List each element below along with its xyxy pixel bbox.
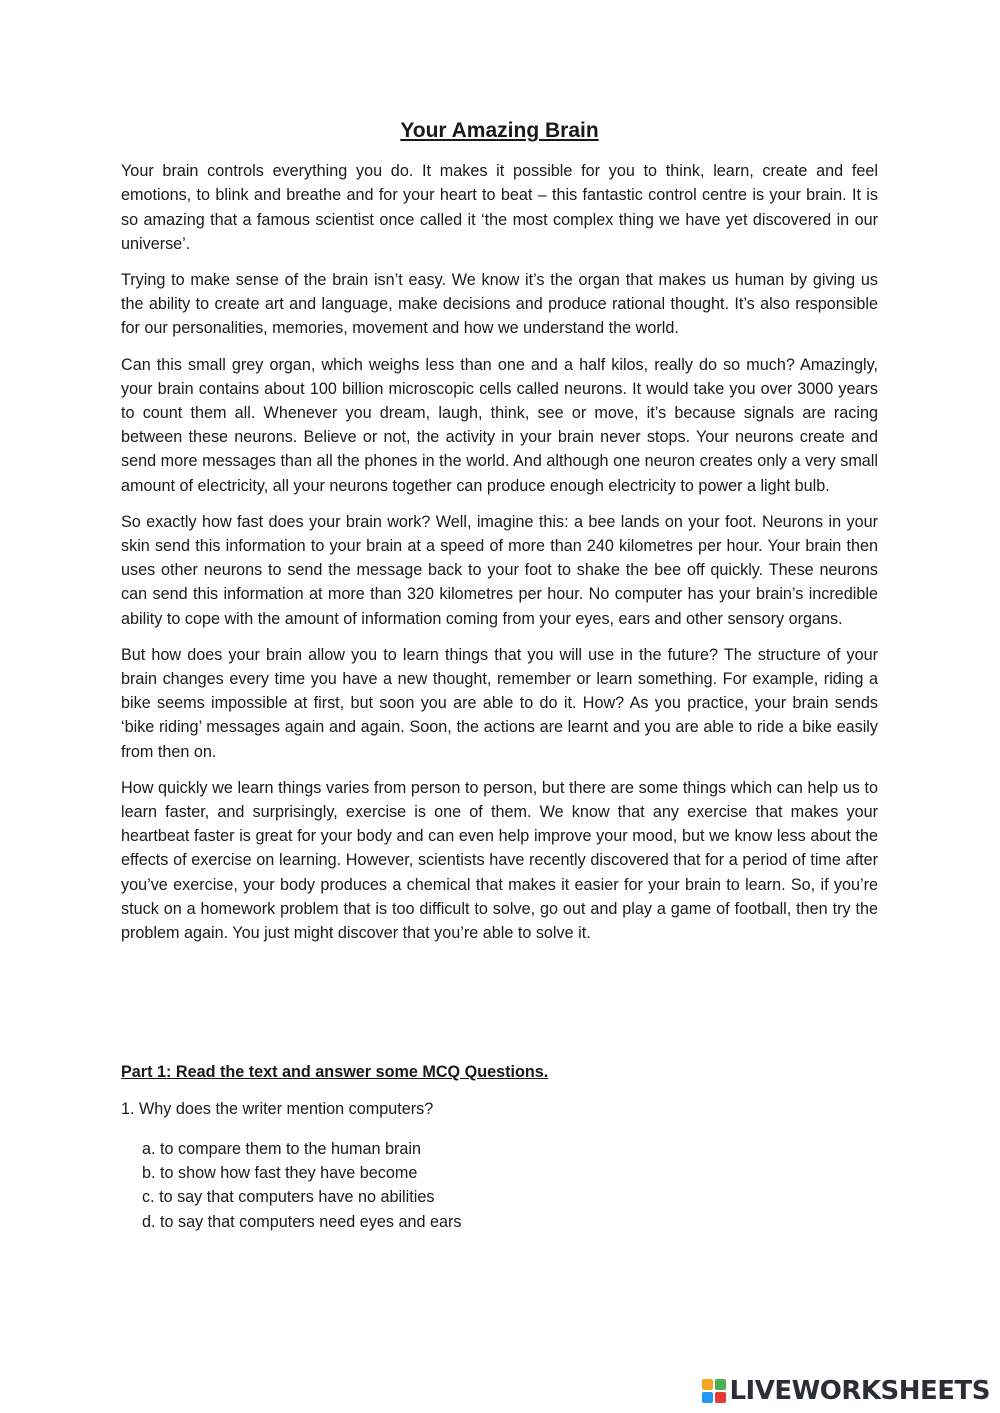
liveworksheets-watermark xyxy=(702,1376,990,1406)
option-b[interactable]: b. to show how fast they have become xyxy=(142,1164,418,1183)
page-title: Your Amazing Brain xyxy=(400,119,599,142)
paragraph-5: But how does your brain allow you to learn things that you will use in the future? The structure of your brain changes every time you have a new thought, remember or learn something. For example, riding a bike seems impossible at first, but soon you are able to do it. How? As you practice, your brain sends ‘bike riding’ messages again and again. Soon, the actions are learnt and you are able to ride a bike easily from then on. xyxy=(121,645,878,761)
option-d[interactable]: d. to say that computers need eyes and ears xyxy=(142,1212,462,1231)
brand-name: LIVEWORKSHEETS xyxy=(729,1376,990,1406)
option-c[interactable]: c. to say that computers have no abilities xyxy=(142,1188,435,1207)
paragraph-4: So exactly how fast does your brain work? Well, imagine this: a bee lands on your foot. Neurons in your skin send this information to your brain at a speed of more than 240 kilometres per hour. Your brain then uses other neurons to send the message back to your foot to shake the bee off quickly. These neurons can send this information at more than 320 kilometres per hour. No computer has your brain’s incredible ability to cope with the amount of information coming from your eyes, ears and other sensory organs. xyxy=(121,512,878,628)
paragraph-3: Can this small grey organ, which weighs less than one and a half kilos, really do so much? Amazingly, your brain contains about 100 billion microscopic cells called neurons. It would take you over 3000 years to count them all. Whenever you dream, laugh, think, see or move, it’s because signals are racing between these neurons. Believe or not, the activity in your brain never stops. Your neurons create and send more messages than all the phones in the world. And although one neuron creates only a very small amount of electricity, all your neurons together can produce enough electricity to power a light bulb. xyxy=(121,355,878,495)
option-a[interactable]: a. to compare them to the human brain xyxy=(142,1140,421,1158)
paragraph-1: Your brain controls everything you do. It makes it possible for you to think, learn, create and feel emotions, to blink and breathe and for your heart to beat – this fantastic control centre is your brain. It is so amazing that a famous scientist once called it ‘the most complex thing we have yet discovered in our universe’. xyxy=(121,162,878,253)
part1-heading: Part 1: Read the text and answer some MCQ Questions. xyxy=(121,1063,549,1081)
paragraph-2: Trying to make sense of the brain isn’t easy. We know it’s the organ that makes us human by giving us the ability to create art and language, make decisions and produce rational thought. It’s also responsible for our personalities, memories, movement and how we understand the world. xyxy=(121,271,878,338)
liveworksheets-logo-icon xyxy=(702,1379,726,1403)
worksheet-page xyxy=(121,118,878,957)
question-1: 1. Why does the writer mention computers? xyxy=(121,1100,434,1118)
paragraph-6: How quickly we learn things varies from person to person, but there are some things which can help us to learn faster, and surprisingly, exercise is one of them. We know that any exercise that makes your heartbeat faster is great for your body and can even help improve your mood, but we know less about the effects of exercise on learning. However, scientists have recently discovered that for a period of time after you’ve exercise, your body produces a chemical that makes it easier for your brain to learn. So, if you’re stuck on a homework problem that is too difficult to solve, go out and play a game of football, then try the problem again. You just might discover that you’re able to solve it. xyxy=(121,778,878,943)
question-1-options xyxy=(142,1137,461,1234)
